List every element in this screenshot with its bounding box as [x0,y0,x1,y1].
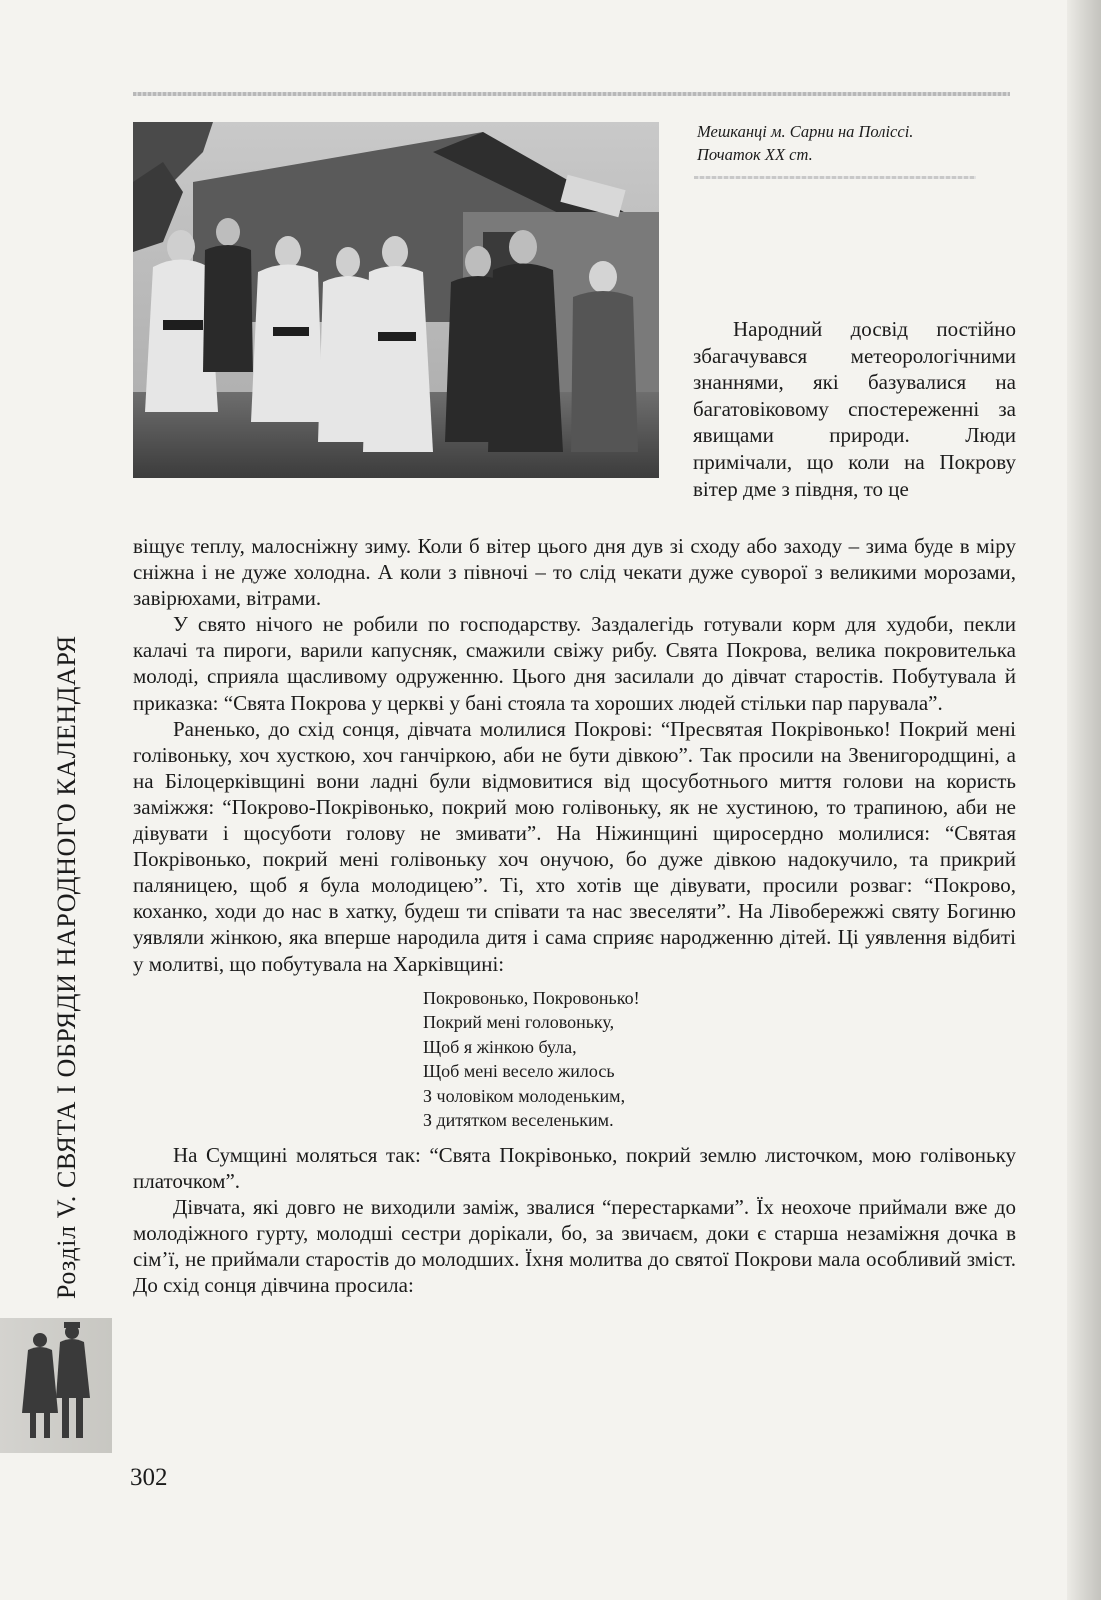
photo-caption [697,120,997,166]
page-edge-shadow [1067,0,1101,1600]
poem-line: Щоб я жінкою була, [423,1036,577,1057]
caption-line: Початок XX ст. [697,145,813,164]
paragraph: У свято нічого не робили по господарству. Заздалегідь готували корм для худоби, пекли калачі та пироги, варили капусняк, смажили свіжу рибу. Свята Покрова, велика покровителька молоді, сприяла щасливому одруженню. Цього дня засилали до дівчат старостів. Побутувала й приказка: “Свята Покрова у церкві у бані стояла та хороших людей стільки пар парувала”. [133,612,1016,715]
caption-line: Мешканці м. Сарни на Поліссі. [697,122,914,141]
poem-line: Покровонько, Покровонько! [423,987,640,1008]
paragraph: Народний досвід постійно збагачувався метеорологічними знаннями, які базувалися на багатовіковому спостереженні за явищами природи. Люди примічали, що коли на Покрову вітер дме з півдня, то це [693,317,1016,501]
historical-photo [133,122,659,478]
top-rule [133,92,1010,96]
poem-line: З дитятком веселеньким. [423,1110,614,1131]
poem [423,986,1016,1133]
caption-rule [694,176,976,179]
page-number: 302 [130,1464,168,1491]
main-text [133,533,1016,1298]
paragraph: віщує теплу, малосніжну зиму. Коли б вітер цього дня дув зі сходу або заходу – зима буде в міру сніжна і не дуже холодна. А коли з півночі – то слід чекати дуже суворої з великими морозами, завірюхами, вітрами. [133,534,1016,611]
poem-line: Щоб мені весело жилось [423,1061,615,1082]
poem-line: Покрий мені головоньку, [423,1012,615,1033]
paragraph: Раненько, до схід сонця, дівчата молилися Покрові: “Пресвятая Покрівонько! Покрий мені голівоньку, хоч хусткою, хоч ганчіркою, аби не бути дівкою”. Так просили на Звенигородщині, а на Білоцерківщині вони ладні були відмовитися від щосуботнього миття голови на користь заміжжя: “Покрово-Покрівонько, покрий мою голівоньку, як не хустиною, то трапиною, аби не дівувати і щосуботи голову не змивати”. На Ніжинщині щиросердно молилися: “Святая Покрівонько, покрий мені голівоньку хоч онучою, бо дуже дівкою надокучило, та прикрий паляницею, щоб я була молодицею”. Ті, хто хотів ще дівувати, просили розваг: “Покрово, коханко, ходи до нас в хатку, будеш ти співати та нас звеселяти”. На Лівобережжі святу Богиню уявляли жінкою, яка вперше народила дитя і сама сприяє народженню дітей. Ці уявлення відбиті у молитві, що побутувала на Харківщині: [133,716,1016,976]
chapter-title: Розділ V. СВЯТА І ОБРЯДИ НАРОДНОГО КАЛЕНДАРЯ [52,635,81,1299]
poem-line: З чоловіком молоденьким, [423,1085,626,1106]
side-text-column [693,316,1016,502]
paragraph: Дівчата, які довго не виходили заміж, звалися “перестарками”. Їх неохоче приймали вже до молодіжного гурту, молодші сестри дорікали, бо, за звичаєм, доки є старша незаміжня дочка в сім’ї, не приймали старостів до молодших. Їхня молитва до святої Покрови мала особливий зміст. До схід сонця дівчина просила: [133,1194,1016,1298]
folk-figures-ornament [0,1318,112,1453]
paragraph: На Сумщині моляться так: “Свята Покрівонько, покрий землю листочком, мою голівоньку платочком”. [133,1142,1016,1193]
